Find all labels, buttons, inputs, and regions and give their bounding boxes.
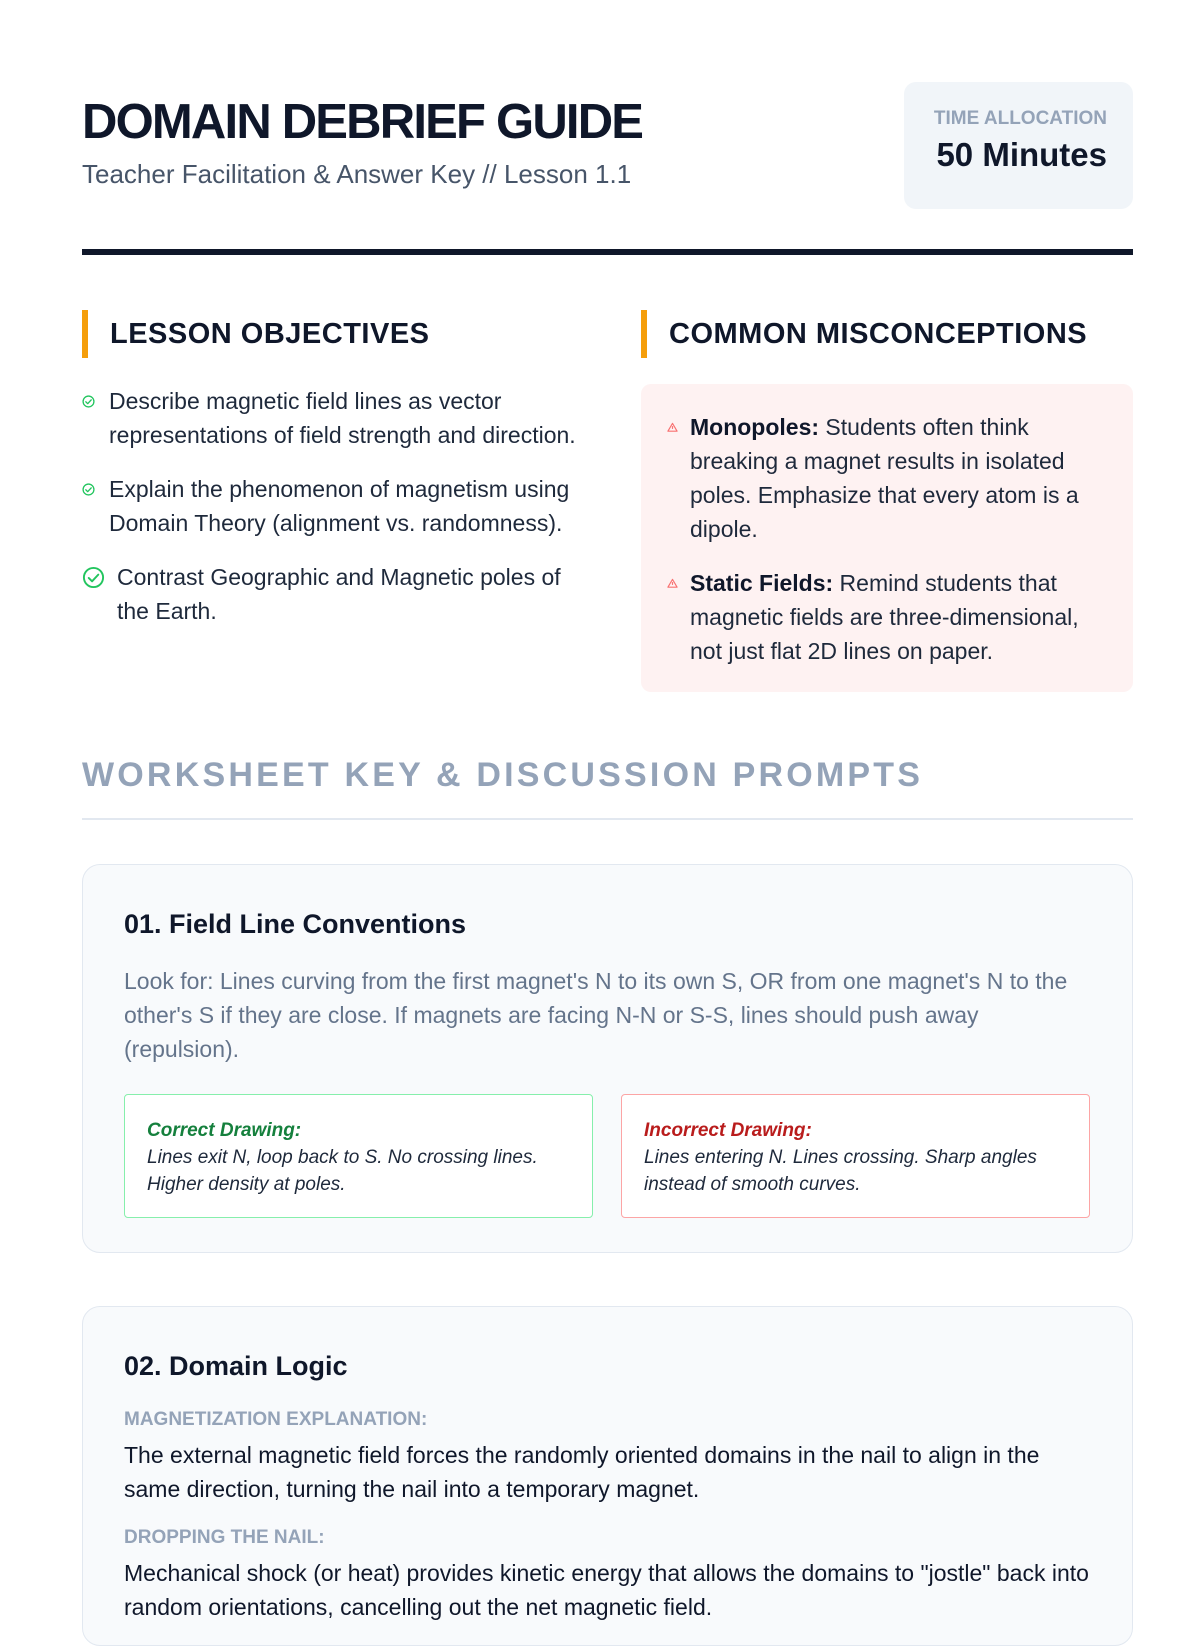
card-title: 02. Domain Logic [124,1351,348,1381]
objective-text: Contrast Geographic and Magnetic poles of the Earth. [117,564,561,624]
objective-text: Explain the phenomenon of magnetism using Domain Theory (alignment vs. randomness). [109,476,570,536]
time-allocation-label: TIME ALLOCATION [933,108,1107,129]
misconceptions-box [641,384,1133,692]
drawing-comparison [124,1094,1091,1218]
page-header [82,0,1133,258]
lesson-objectives-heading: LESSON OBJECTIVES [82,310,592,358]
check-circle-icon [82,566,105,589]
page-title: DOMAIN DEBRIEF GUIDE [82,95,643,149]
worksheet-heading: WORKSHEET KEY & DISCUSSION PROMPTS [82,756,924,794]
warning-triangle-icon [667,422,678,433]
correct-drawing-box [124,1094,593,1218]
header-divider [82,249,1133,255]
objective-item [82,560,592,628]
incorrect-drawing-label: Incorrect Drawing: [644,1120,812,1141]
objective-text: Describe magnetic field lines as vector representations of field strength and direction. [109,388,576,448]
misconception-term: Monopoles: [690,414,820,440]
objective-item [82,472,592,540]
lesson-objectives-section [82,310,592,648]
field-label: MAGNETIZATION EXPLANATION: [124,1409,428,1430]
common-misconceptions-heading: COMMON MISCONCEPTIONS [641,310,1133,358]
incorrect-drawing-text: Lines entering N. Lines crossing. Sharp angles instead of smooth curves. [644,1147,1037,1195]
misconception-item [667,566,1107,668]
field-label: DROPPING THE NAIL: [124,1527,325,1548]
objective-item [82,384,592,452]
field-value: Mechanical shock (or heat) provides kinetic energy that allows the domains to "jostle" back into random orientations, cancelling out the net magnetic field. [124,1560,1089,1620]
objectives-list [82,384,592,628]
check-circle-icon [82,483,95,496]
common-misconceptions-section [641,310,1133,692]
field-value: The external magnetic field forces the randomly oriented domains in the nail to align in the same direction, turning the nail into a temporary magnet. [124,1442,1040,1502]
worksheet-divider [82,818,1133,820]
debrief-guide-page [82,0,1133,1620]
incorrect-drawing-box [621,1094,1090,1218]
misconception-text: Students often think breaking a magnet results in isolated poles. Emphasize that every atom is a dipole. [690,414,1079,542]
time-allocation-card [904,82,1133,209]
misconception-text: Remind students that magnetic fields are three-dimensional, not just flat 2D lines on paper. [690,570,1079,664]
domain-logic-card [82,1306,1133,1646]
card-body: Look for: Lines curving from the first magnet's N to its own S, OR from one magnet's N to the other's S if they are close. If magnets are facing N-N or S-S, lines should push away (repulsion). [124,968,1068,1062]
correct-drawing-text: Lines exit N, loop back to S. No crossing lines. Higher density at poles. [147,1147,538,1195]
correct-drawing-label: Correct Drawing: [147,1120,302,1141]
misconception-term: Static Fields: [690,570,834,596]
field-line-conventions-card [82,864,1133,1253]
warning-triangle-icon [667,578,678,589]
card-title: 01. Field Line Conventions [124,909,467,939]
time-allocation-value: 50 Minutes [936,136,1107,173]
misconception-item [667,410,1107,546]
check-circle-icon [82,395,95,408]
page-subtitle: Teacher Facilitation & Answer Key // Lesson 1.1 [82,159,632,189]
overview-columns [82,310,1133,710]
